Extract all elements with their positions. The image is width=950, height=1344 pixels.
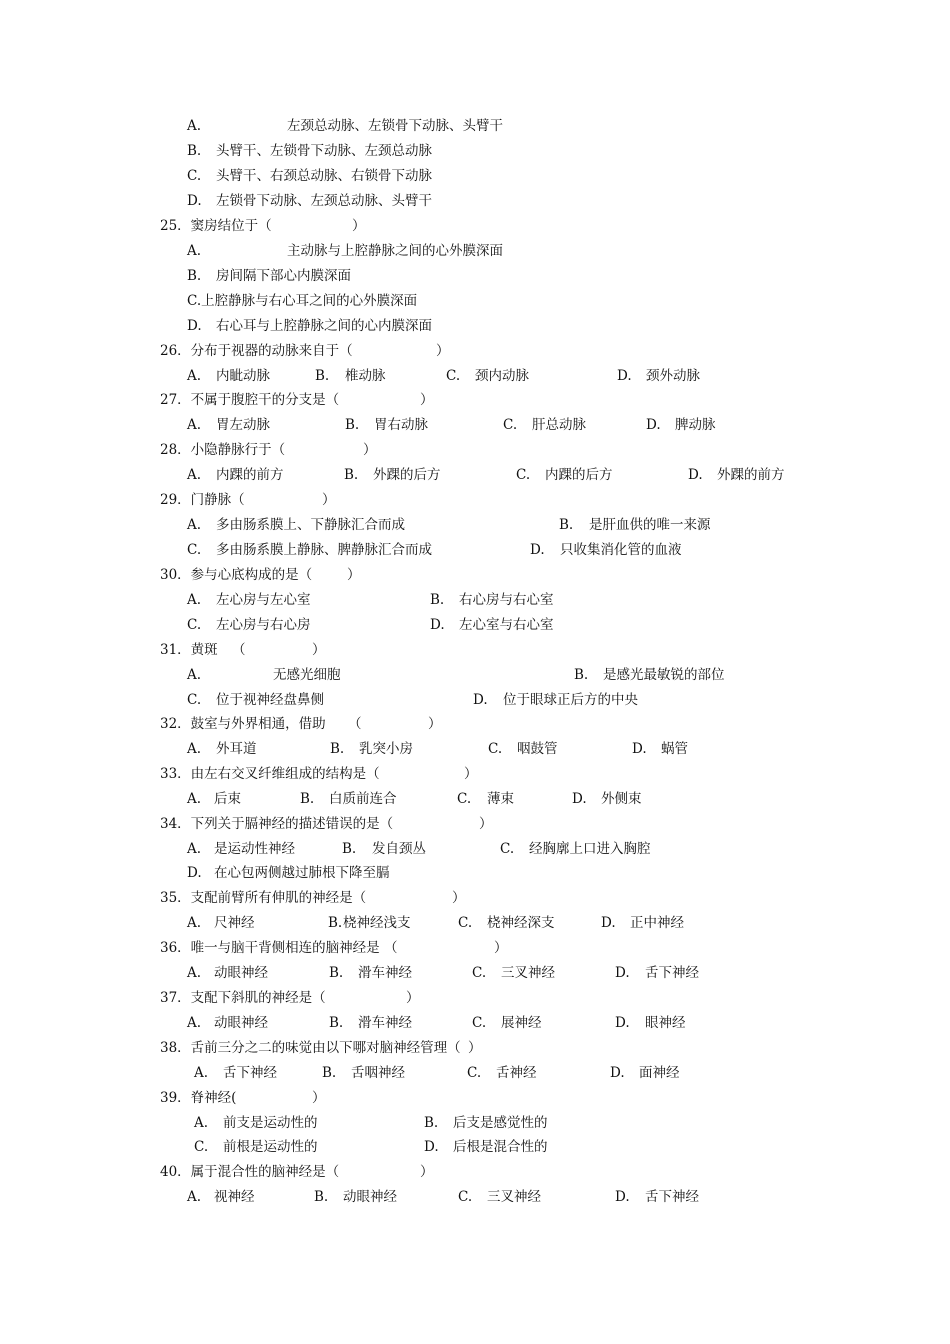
text-segment: ） [464,766,478,782]
text-segment: C. [187,692,202,708]
text-segment: 39．脊神经( [160,1090,237,1106]
text-segment: 后根是混合性的 [453,1139,548,1155]
text-segment: 35．支配前臂所有伸肌的神经是（ [160,890,367,906]
text-segment: 30．参与心底构成的是（ [160,567,313,583]
text-line [0,141,950,161]
text-line [0,216,950,236]
text-line [0,540,950,560]
text-segment: 33．由左右交叉纤维组成的结构是（ [160,766,380,782]
text-segment: B. [322,1065,337,1081]
text-segment: D. [617,368,632,384]
text-segment: 36．唯一与脑干背侧相连的脑神经是 [160,940,380,956]
text-segment: B. [314,1189,329,1205]
text-segment: ） [322,492,336,508]
text-segment: D. [615,1015,630,1031]
text-segment: 内踝的前方 [216,467,284,483]
text-segment: ） [406,990,420,1006]
text-segment: ） [312,642,326,658]
text-segment: D. [632,741,647,757]
text-segment: 桡神经浅支 [343,915,411,931]
text-segment: 左心室与右心室 [459,617,554,633]
text-segment: ） [428,716,442,732]
text-segment: 头臂干、左锁骨下动脉、左颈总动脉 [216,143,432,159]
text-line [0,1162,950,1182]
text-segment: 37．支配下斜肌的神经是（ [160,990,326,1006]
text-segment: B. [329,1015,344,1031]
text-line [0,863,950,883]
text-segment: A. [187,841,202,857]
text-line [0,1137,950,1157]
text-segment: C.上腔静脉与右心耳之间的心外膜深面 [187,293,418,309]
text-segment: C. [187,617,202,633]
text-line [0,590,950,610]
text-segment: 32．鼓室与外界相通，借助 [160,716,326,732]
text-segment: 左锁骨下动脉、左颈总动脉、头臂干 [216,193,432,209]
text-segment: ） [420,392,434,408]
text-segment: 前支是运动性的 [223,1115,318,1131]
text-segment: B. [329,965,344,981]
text-segment: D. [473,692,488,708]
text-line [0,1088,950,1108]
text-segment: A. [187,368,202,384]
text-segment: 展神经 [501,1015,542,1031]
text-line [0,665,950,685]
text-segment: C. [446,368,461,384]
text-segment: B. [430,592,445,608]
text-segment: 26．分布于视器的动脉来自于（ [160,343,353,359]
text-segment: 舌下神经 [645,1189,699,1205]
text-segment: D. [187,865,202,881]
text-line [0,789,950,809]
text-line [0,714,950,734]
text-segment: 是运动性神经 [214,841,295,857]
text-segment: ） [479,816,493,832]
text-segment: 是感光最敏锐的部位 [603,667,725,683]
text-segment: 动眼神经 [214,965,268,981]
text-segment: 外耳道 [216,741,257,757]
text-line [0,938,950,958]
text-segment: D. [430,617,445,633]
text-segment: 白质前连合 [329,791,397,807]
text-line [0,963,950,983]
text-line [0,116,950,136]
text-segment: 27．不属于腹腔干的分支是（ [160,392,340,408]
text-line [0,640,950,660]
text-segment: C. [187,168,202,184]
text-segment: B. [187,268,202,284]
text-segment: 40．属于混合性的脑神经是（ [160,1164,340,1180]
text-segment: B. [187,143,202,159]
text-segment: 左心房与左心室 [216,592,311,608]
text-segment: ） [452,890,466,906]
text-segment: 胃左动脉 [216,417,270,433]
text-segment: C. [194,1139,209,1155]
text-segment: C. [472,1015,487,1031]
text-segment: 乳突小房 [359,741,413,757]
text-segment: 视神经 [214,1189,255,1205]
text-segment: A. [187,243,202,259]
text-segment: B. [328,915,343,931]
text-segment: 肝总动脉 [532,417,586,433]
text-segment: ） [468,1040,482,1056]
text-line [0,341,950,361]
text-segment: 咽鼓管 [517,741,558,757]
text-segment: 多由肠系膜上静脉、脾静脉汇合而成 [216,542,432,558]
text-line [0,565,950,585]
text-segment: 外踝的后方 [373,467,441,483]
text-segment: C. [187,542,202,558]
text-segment: 34．下列关于膈神经的描述错误的是（ [160,816,394,832]
text-segment: ） [347,567,361,583]
text-segment: 脾动脉 [675,417,716,433]
text-segment: 内踝的后方 [545,467,613,483]
text-segment: D. [646,417,661,433]
text-segment: 薄束 [487,791,514,807]
text-segment: 正中神经 [630,915,684,931]
text-segment: 胃右动脉 [374,417,428,433]
text-segment: B. [424,1115,439,1131]
text-segment: C. [467,1065,482,1081]
text-line [0,764,950,784]
text-segment: 发自颈丛 [372,841,426,857]
text-segment: A. [187,741,202,757]
text-segment: ） [363,442,377,458]
text-line [0,814,950,834]
text-segment: 面神经 [639,1065,680,1081]
text-segment: D. [610,1065,625,1081]
text-segment: 外侧束 [601,791,642,807]
text-segment: B. [345,417,360,433]
text-segment: D. [572,791,587,807]
text-line [0,515,950,535]
text-segment: A. [187,791,202,807]
text-segment: 内眦动脉 [216,368,270,384]
text-segment: 舌下神经 [645,965,699,981]
text-segment: C. [458,1189,473,1205]
text-segment: D. [688,467,703,483]
text-segment: 右心房与右心室 [459,592,554,608]
text-segment: C. [503,417,518,433]
text-line [0,191,950,211]
text-segment: 动眼神经 [214,1015,268,1031]
text-segment: A. [187,417,202,433]
text-segment: ） [436,343,450,359]
text-segment: C. [488,741,503,757]
text-segment: 桡神经深支 [487,915,555,931]
text-segment: 三叉神经 [487,1189,541,1205]
text-line [0,690,950,710]
text-segment: B. [344,467,359,483]
text-segment: 右心耳与上腔静脉之间的心内膜深面 [216,318,432,334]
text-segment: 舌咽神经 [351,1065,405,1081]
text-segment: B. [300,791,315,807]
text-segment: 31．黄斑 [160,642,218,658]
text-line [0,166,950,186]
text-line [0,266,950,286]
text-segment: 只收集消化管的血液 [560,542,682,558]
text-segment: 位于眼球正后方的中央 [503,692,638,708]
text-segment: 舌下神经 [223,1065,277,1081]
text-segment: （ [232,642,246,658]
text-segment: 经胸廓上口进入胸腔 [529,841,651,857]
text-segment: C. [516,467,531,483]
text-line [0,316,950,336]
text-segment: D. [530,542,545,558]
text-segment: C. [500,841,515,857]
text-segment: 眼神经 [645,1015,686,1031]
text-line [0,366,950,386]
text-segment: 房间隔下部心内膜深面 [216,268,351,284]
text-segment: （ [348,716,362,732]
text-segment: C. [457,791,472,807]
text-segment: A. [187,517,202,533]
text-segment: A. [187,965,202,981]
text-segment: ） [352,218,366,234]
text-segment: 是肝血供的唯一来源 [589,517,711,533]
text-line [0,291,950,311]
text-segment: A. [187,1189,202,1205]
text-segment: 前根是运动性的 [223,1139,318,1155]
text-segment: ） [420,1164,434,1180]
text-segment: 在心包两侧越过肺根下降至膈 [214,865,390,881]
text-line [0,1013,950,1033]
text-segment: 左颈总动脉、左锁骨下动脉、头臂干 [287,118,503,134]
text-segment: 28．小隐静脉行于（ [160,442,286,458]
text-segment: D. [601,915,616,931]
text-segment: 左心房与右心房 [216,617,311,633]
text-segment: 椎动脉 [345,368,386,384]
text-segment: 无感光细胞 [273,667,341,683]
text-segment: B. [342,841,357,857]
text-line [0,615,950,635]
text-segment: （ [384,940,398,956]
text-line [0,839,950,859]
text-segment: 动眼神经 [343,1189,397,1205]
text-segment: 29．门静脉（ [160,492,245,508]
text-segment: A. [187,915,202,931]
text-line [0,415,950,435]
text-segment: 三叉神经 [501,965,555,981]
text-segment: A. [187,118,202,134]
text-line [0,913,950,933]
text-segment: B. [559,517,574,533]
text-segment: C. [458,915,473,931]
text-segment: C. [472,965,487,981]
text-segment: 多由肠系膜上、下静脉汇合而成 [216,517,405,533]
text-line [0,465,950,485]
text-segment: 后支是感觉性的 [453,1115,548,1131]
text-segment: A. [194,1115,209,1131]
text-segment: B. [574,667,589,683]
text-segment: D. [187,318,202,334]
text-segment: 38．舌前三分之二的味觉由以下哪对脑神经管理（ [160,1040,461,1056]
text-line [0,739,950,759]
text-line [0,888,950,908]
text-segment: B. [315,368,330,384]
text-segment: 后束 [214,791,241,807]
text-segment: B. [330,741,345,757]
text-segment: 位于视神经盘鼻侧 [216,692,324,708]
text-segment: A. [187,592,202,608]
text-segment: 25．窦房结位于（ [160,218,272,234]
text-line [0,390,950,410]
text-segment: ） [312,1090,326,1106]
text-segment: 外踝的前方 [717,467,785,483]
text-segment: 主动脉与上腔静脉之间的心外膜深面 [287,243,503,259]
text-line [0,1187,950,1207]
text-segment: 尺神经 [214,915,255,931]
text-segment: 颈外动脉 [646,368,700,384]
text-segment: 头臂干、右颈总动脉、右锁骨下动脉 [216,168,432,184]
text-segment: ） [494,940,508,956]
text-segment: A. [194,1065,209,1081]
text-line [0,988,950,1008]
text-segment: 滑车神经 [358,1015,412,1031]
text-line [0,1063,950,1083]
text-segment: 滑车神经 [358,965,412,981]
text-segment: 舌神经 [496,1065,537,1081]
text-line [0,440,950,460]
text-segment: D. [615,965,630,981]
text-segment: D. [615,1189,630,1205]
text-segment: A. [187,667,202,683]
text-segment: A. [187,1015,202,1031]
text-segment: D. [424,1139,439,1155]
text-line [0,1038,950,1058]
text-line [0,241,950,261]
text-segment: 颈内动脉 [475,368,529,384]
text-segment: 蜗管 [661,741,688,757]
text-line [0,490,950,510]
text-segment: D. [187,193,202,209]
text-line [0,1113,950,1133]
text-segment: A. [187,467,202,483]
